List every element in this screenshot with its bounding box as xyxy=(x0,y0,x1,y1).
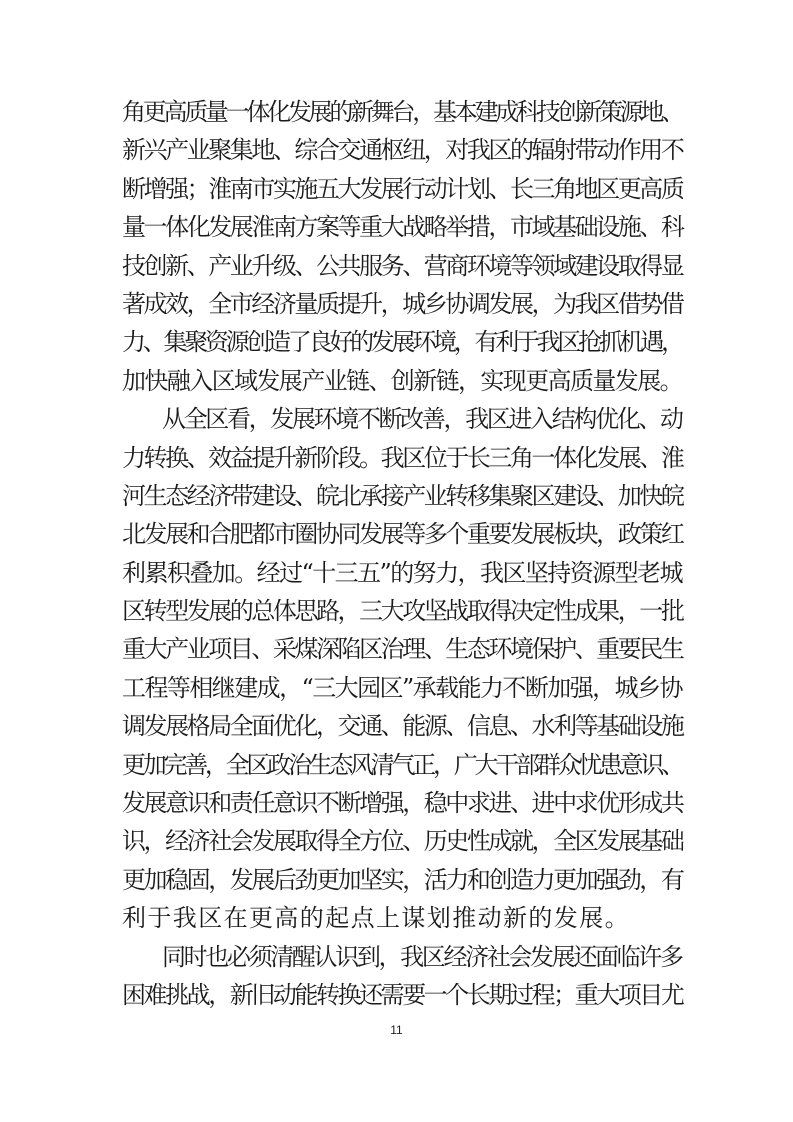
text-line: 工程等相继建成，“三大园区”承载能力不断加强，城乡协 xyxy=(122,673,682,702)
text-line: 更加完善，全区政治生态风清气正，广大干部群众忧患意识、 xyxy=(122,750,682,779)
text-line: 技创新、产业升级、公共服务、营商环境等领域建设取得显 xyxy=(122,251,683,280)
text-line: 利于我区在更高的起点上谋划推动新的发展。 xyxy=(122,904,630,933)
text-line: 重大产业项目、采煤深陷区治理、生态环境保护、重要民生 xyxy=(122,635,683,664)
text-line: 从全区看，发展环境不断改善，我区进入结构优化、动 xyxy=(162,405,682,434)
page-number: 11 xyxy=(390,1023,403,1037)
text-line: 更加稳固，发展后劲更加坚实，活力和创造力更加强劲，有 xyxy=(122,865,683,894)
text-line: 角更高质量一体化发展的新舞台，基本建成科技创新策源地、 xyxy=(122,98,682,126)
text-line: 新兴产业聚集地、综合交通枢纽，对我区的辐射带动作用不 xyxy=(122,136,683,165)
text-line: 调发展格局全面优化，交通、能源、信息、水利等基础设施 xyxy=(122,712,683,741)
text-line: 识，经济社会发展取得全方位、历史性成就，全区发展基础 xyxy=(122,827,683,856)
text-line: 同时也必须清醒认识到，我区经济社会发展还面临许多 xyxy=(162,942,682,971)
text-line: 北发展和合肥都市圈协同发展等多个重要发展板块，政策红 xyxy=(122,520,683,549)
text-line: 力转换、效益提升新阶段。我区位于长三角一体化发展、淮 xyxy=(122,443,683,472)
text-line: 河生态经济带建设、皖北承接产业转移集聚区建设、加快皖 xyxy=(122,481,683,510)
text-line: 著成效，全市经济量质提升，城乡协调发展，为我区借势借 xyxy=(122,289,683,318)
body-text xyxy=(122,93,682,1014)
text-line: 利累积叠加。经过“十三五”的努力，我区坚持资源型老城 xyxy=(122,558,682,587)
text-line: 断增强；淮南市实施五大发展行动计划、长三角地区更高质 xyxy=(122,174,683,203)
text-line: 区转型发展的总体思路，三大攻坚战取得决定性成果，一批 xyxy=(122,597,683,626)
text-line: 量一体化发展淮南方案等重大战略举措，市域基础设施、科 xyxy=(122,213,683,242)
text-line: 困难挑战，新旧动能转换还需要一个长期过程；重大项目尤 xyxy=(122,980,683,1009)
text-line: 力、集聚资源创造了良好的发展环境，有利于我区抢抓机遇， xyxy=(122,328,682,357)
text-line: 加快融入区域发展产业链、创新链，实现更高质量发展。 xyxy=(122,366,682,395)
text-line: 发展意识和责任意识不断增强，稳中求进、进中求优形成共 xyxy=(122,789,683,818)
